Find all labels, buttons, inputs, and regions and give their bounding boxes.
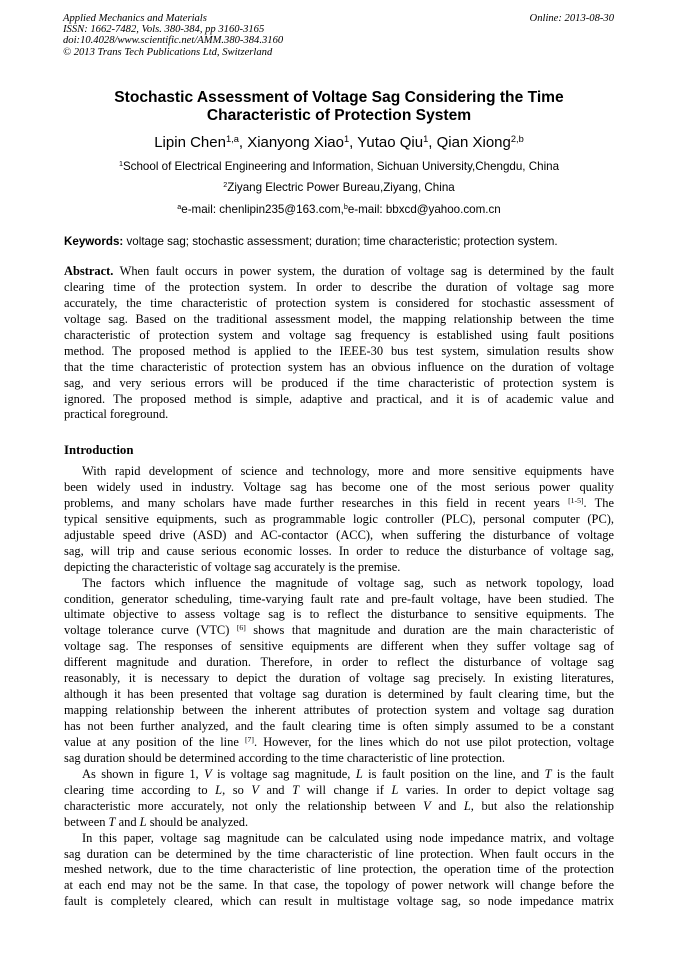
- email-sup: a: [177, 202, 182, 212]
- paragraph-line: been widely used in industry. Voltage sag has become one of the most serious power quality: [64, 479, 614, 494]
- email-sup: b: [343, 202, 348, 212]
- email-a[interactable]: e-mail: chenlipin235@163.com,: [181, 203, 344, 216]
- journal-doi: doi:10.4028/www.scientific.net/AMM.380-384.3160: [63, 35, 284, 47]
- paragraph-line: voltage sag. The responses of sensitive equipments are different when they suffer voltage sag of: [64, 639, 614, 654]
- text: problems, and many scholars have made further researches in this field in recent years: [64, 495, 569, 510]
- journal-name: Applied Mechanics and Materials: [63, 13, 207, 24]
- abstract-line: characteristic of protection system and voltage sag frequency is established using fault positions: [64, 327, 614, 342]
- text: shows that magnitude and duration are the main characteristic of: [245, 623, 615, 638]
- variable-t: T: [544, 766, 552, 781]
- author-sup: 1: [343, 133, 350, 144]
- paragraph-line: With rapid development of science and technology, more and more sensitive equipments have: [82, 464, 614, 478]
- keywords-label: Keywords:: [64, 235, 124, 248]
- text: , so: [222, 782, 252, 797]
- text: and: [258, 782, 293, 797]
- citation[interactable]: [7]: [244, 734, 254, 744]
- paragraph-line: sag duration should be determined according to the time characteristic of line protection.: [64, 750, 506, 765]
- text: As shown in figure 1,: [82, 766, 205, 781]
- paragraph-line: [64, 799, 614, 815]
- author-name: Yutao Qiu: [357, 134, 424, 151]
- paragraph-line: reasonably, it is necessary to depict the duration of voltage sag precisely. In existing literatures,: [64, 671, 614, 686]
- affiliation-text: School of Electrical Engineering and Information, Sichuan University,Chengdu, China: [122, 160, 560, 173]
- paragraph-line: [64, 496, 614, 512]
- author-sup: 2,b: [510, 133, 524, 144]
- text: . However, for the lines which do not use pilot protection, voltage: [253, 734, 615, 749]
- text: voltage tolerance curve (VTC): [64, 623, 237, 638]
- section-heading-introduction: Introduction: [64, 443, 134, 457]
- author-sup: 1: [423, 133, 429, 144]
- variable-t: T: [292, 782, 299, 797]
- text: value at any position of the line: [64, 734, 245, 749]
- text: is fault position on the line, and: [362, 766, 545, 781]
- author-separator: ,: [238, 134, 248, 151]
- paragraph-line: [64, 783, 614, 799]
- abstract-label: Abstract.: [64, 264, 114, 278]
- variable-v: V: [423, 798, 431, 813]
- paragraph-line: [64, 735, 614, 751]
- paragraph-line: condition, generator scheduling, time-varying fault rate and pre-fault voltage, have been studied. The: [64, 591, 614, 606]
- author-list: [64, 134, 614, 152]
- journal-header: [63, 13, 283, 58]
- affiliation-sup: 2: [223, 180, 228, 190]
- paragraph-line: sag duration can be determined by the time characteristic of line protection. When fault occurs in the: [64, 846, 614, 861]
- paper-title: [64, 89, 614, 125]
- abstract-line: sag, and very serious errors will be produced if the time characteristic of protection system is: [64, 375, 614, 390]
- email-b[interactable]: e-mail: bbxcd@yahoo.com.cn: [347, 203, 501, 216]
- online-date: Online: 2013-08-30: [529, 13, 614, 24]
- paragraph-line: ultimate objective to assess voltage sag is to reflect the disturbance to sensitive equipments. The: [64, 607, 614, 622]
- variable-l: L: [215, 782, 223, 797]
- citation[interactable]: [6]: [236, 623, 246, 633]
- text: and: [115, 814, 140, 829]
- variable-l: L: [139, 814, 147, 829]
- author-separator: ,: [428, 134, 437, 151]
- paragraph-line: The factors which influence the magnitude of voltage sag, such as network topology, load: [82, 575, 614, 590]
- text: , but also the relationship: [470, 798, 615, 813]
- text: is the fault: [551, 766, 614, 781]
- paragraph-line: [64, 767, 614, 783]
- author-separator: ,: [349, 134, 358, 151]
- paragraph-line: [64, 623, 614, 639]
- abstract-line: voltage sag. Based on the traditional assessment model, the mapping relationship between the time: [64, 311, 614, 326]
- journal-issn: ISSN: 1662-7482, Vols. 380-384, pp 3160-3165: [63, 24, 265, 36]
- abstract-line: ignored. The proposed method is simple, adaptive and practical, and it is of academic value and: [64, 391, 614, 406]
- abstract-line: [64, 264, 614, 280]
- abstract: [64, 264, 614, 423]
- keywords: [64, 235, 624, 249]
- variable-v: V: [204, 766, 212, 781]
- abstract-line: accurately, the time characteristic of protection system is considered for stochastic assessment of: [64, 295, 614, 310]
- text: should be analyzed.: [146, 814, 249, 829]
- affiliation-sup: 1: [118, 159, 123, 169]
- paragraph-line: typical sensitive equipments, such as programmable logic controller (PLC), personal computer (PC),: [64, 511, 614, 526]
- abstract-line: practical foreground.: [64, 407, 169, 422]
- paragraph-line: adjustable speed drive (ASD) and AC-contactor (ACC), when suffering the disturbance of voltage: [64, 527, 614, 542]
- paragraph-line: different magnitude and duration. Therefore, in order to reflect the disturbance of voltage sag: [64, 655, 614, 670]
- abstract-line: that the time characteristic of protection system has an obvious influence on the duration of voltage: [64, 359, 614, 374]
- text: between: [64, 814, 109, 829]
- paragraph-line: depicting the characteristic of voltage sag accurately is the premise.: [64, 559, 401, 574]
- title-line-1: Stochastic Assessment of Voltage Sag Considering the Time: [114, 89, 564, 106]
- paragraph-line: at each end may not be the same. In that case, the topology of power network will change before the: [64, 878, 614, 893]
- paragraph-line: mapping relationship between the inherent attributes of protection system and voltage sag duration: [64, 703, 614, 718]
- text: characteristic more accurately, not only the relationship between: [64, 798, 424, 813]
- abstract-text: When fault occurs in power system, the duration of voltage sag is determined by the fault: [113, 264, 614, 278]
- text: . The: [583, 495, 614, 510]
- text: varies. In order to depict voltage sag: [398, 782, 614, 797]
- paragraph-line: sag, will trip and cause serious economic losses. In order to reduce the disturbance of voltage sag,: [64, 543, 614, 558]
- author-name: Xianyong Xiao: [247, 134, 344, 151]
- citation[interactable]: [1-5]: [568, 495, 584, 505]
- journal-copyright: © 2013 Trans Tech Publications Ltd, Switzerland: [63, 46, 273, 58]
- email-line: [64, 203, 614, 217]
- author-name: Lipin Chen: [154, 134, 226, 151]
- variable-v: V: [251, 782, 259, 797]
- affiliation-text: Ziyang Electric Power Bureau,Ziyang, China: [227, 181, 455, 194]
- affiliation-1: [64, 160, 614, 174]
- variable-l: L: [463, 798, 471, 813]
- paragraph-line: In this paper, voltage sag magnitude can be calculated using node impedance matrix, and voltage: [82, 830, 614, 845]
- variable-l: L: [355, 766, 363, 781]
- introduction-body: [64, 464, 614, 910]
- paragraph-line: fault is completely cleared, which can result in multistage voltage sag, so node impedance matrix: [64, 894, 614, 909]
- abstract-line: clearing time of the protection system. In order to describe the duration of voltage sag more: [64, 279, 614, 294]
- title-line-2: Characteristic of Protection System: [206, 107, 472, 124]
- paragraph-line: meshed network, due to the time characteristic of line protection, the operation time of the protection: [64, 862, 614, 877]
- paragraph-line: has not been further analyzed, and the fault clearing time is often simply assumed to be a constant: [64, 719, 614, 733]
- variable-t: T: [108, 814, 116, 829]
- author-name: Qian Xiong: [436, 134, 511, 151]
- keywords-text: voltage sag; stochastic assessment; duration; time characteristic; protection system.: [123, 235, 558, 248]
- paragraph-line: although it has been presented that voltage sag duration is determined by fault clearing time, but the: [64, 687, 614, 702]
- affiliation-2: [64, 181, 614, 195]
- text: will change if: [299, 782, 392, 797]
- abstract-line: method. The proposed method is applied to the IEEE-30 bus test system, simulation results show: [64, 343, 614, 358]
- variable-l: L: [391, 782, 399, 797]
- text: clearing time according to: [64, 782, 216, 797]
- text: is voltage sag magnitude,: [211, 766, 356, 781]
- text: and: [430, 798, 464, 813]
- author-sup: 1,a: [225, 133, 239, 144]
- paragraph-line: [64, 815, 614, 831]
